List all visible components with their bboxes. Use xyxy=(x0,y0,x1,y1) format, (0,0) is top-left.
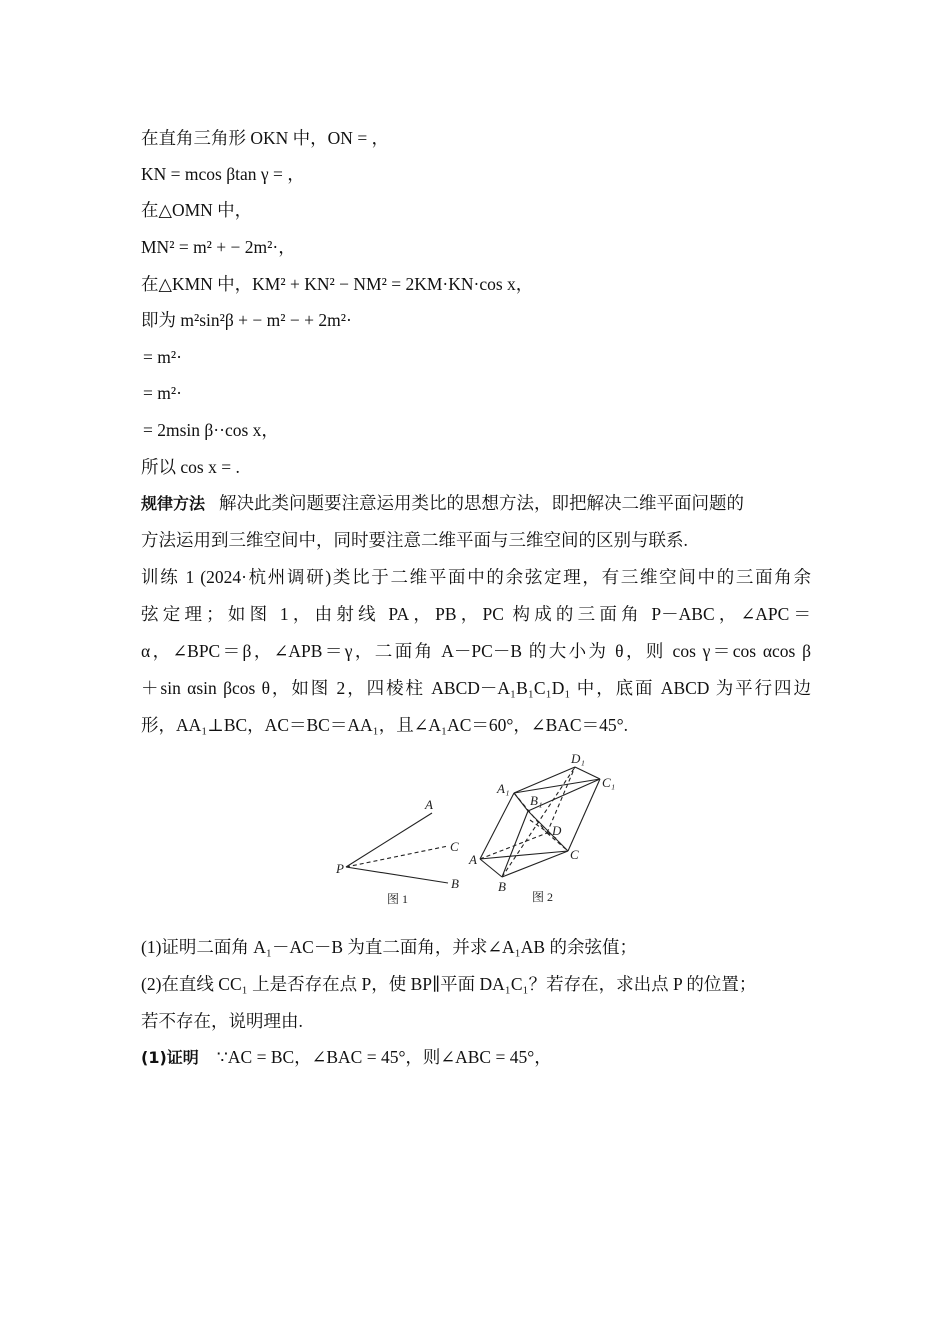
figure-1-caption: 图 1 xyxy=(387,892,409,906)
fig1-label-B: B xyxy=(451,876,459,891)
method-text-2: 方法运用到三维空间中，同时要注意二维平面与三维空间的区别与联系. xyxy=(141,530,688,550)
edge-AB xyxy=(480,859,502,877)
fig1-label-P: P xyxy=(336,861,344,876)
method-paragraph-line-1 xyxy=(141,491,744,516)
fig2-label-D: D xyxy=(552,823,562,838)
edge-BB1 xyxy=(502,811,528,877)
derivation-line-10: 所以 cos x = . xyxy=(141,457,240,477)
method-text-1: 解决此类问题要注意运用类比的思想方法，即把解决二维平面问题的 xyxy=(219,493,745,513)
question-2: (2)在直线 CC₁ 上是否存在点 P，使 BP∥平面 DA₁C₁？若存在，求出点 P 的位置； xyxy=(141,974,757,994)
fig1-label-A: A xyxy=(425,797,433,812)
derivation-line-7: = m²· xyxy=(143,347,182,367)
fig2-label-B: B xyxy=(498,879,506,894)
geometry-figure xyxy=(330,745,630,915)
ray-PC xyxy=(346,846,448,867)
ray-PB xyxy=(346,867,448,883)
training-line-5: 形，AA₁⊥BC，AC＝BC＝AA₁，且∠A₁AC＝60°，∠BAC＝45°. xyxy=(141,715,628,735)
fig2-label-B1: B₁ xyxy=(530,793,543,808)
fig2-label-A: A xyxy=(469,852,477,867)
question-1: (1)证明二面角 A₁－AC－B 为直二面角，并求∠A₁AB 的余弦值； xyxy=(141,937,637,957)
edge-A1C1 xyxy=(514,779,600,793)
fig2-label-C1: C₁ xyxy=(602,775,616,790)
edge-C1D1 xyxy=(575,767,600,779)
derivation-line-9: = 2msin β··cos x， xyxy=(143,420,279,440)
training-line-1: 训练 1 (2024·杭州调研)类比于二维平面中的余弦定理，有三维空间中的三面角余 xyxy=(141,567,811,587)
derivation-line-8: = m²· xyxy=(143,383,182,403)
proof-line xyxy=(141,1045,552,1070)
figure-2-caption: 图 2 xyxy=(532,890,554,904)
edge-AC xyxy=(480,851,568,859)
derivation-line-1: 在直角三角形 OKN 中，ON = ， xyxy=(141,128,390,148)
fig2-label-A1: A₁ xyxy=(497,781,510,796)
training-line-2: 弦定理；如图 1，由射线 PA，PB，PC 构成的三面角 P－ABC，∠APC＝ xyxy=(141,604,811,624)
derivation-line-4: MN² = m² + − 2m²·， xyxy=(141,237,296,257)
derivation-line-2: KN = mcos βtan γ = ， xyxy=(141,164,305,184)
fig1-label-C: C xyxy=(450,839,459,854)
fig2-label-D1: D₁ xyxy=(571,751,585,766)
training-line-3: α，∠BPC＝β，∠APB＝γ，二面角 A－PC－B 的大小为 θ，则 cos γ＝cos αcos β xyxy=(141,641,811,661)
edge-D1A1 xyxy=(514,767,575,793)
ray-PA xyxy=(346,813,432,867)
training-line-4: ＋sin αsin βcos θ，如图 2，四棱柱 ABCD－A₁B₁C₁D₁ 中，底面 ABCD 为平行四边 xyxy=(141,678,811,698)
edge-BC xyxy=(502,851,568,877)
fig2-label-C: C xyxy=(570,847,579,862)
method-label: 规律方法 xyxy=(141,494,206,513)
proof-label: (1)证明 xyxy=(141,1048,199,1067)
derivation-line-3: 在△OMN 中， xyxy=(141,200,253,220)
derivation-line-6: 即为 m²sin²β + − m² − + 2m²· xyxy=(141,310,352,330)
proof-text: ∵AC = BC，∠BAC = 45°，则∠ABC = 45°， xyxy=(216,1047,552,1067)
figure-1-trihedral xyxy=(346,813,448,883)
edge-AD xyxy=(480,833,547,859)
edge-AA1 xyxy=(480,793,514,859)
question-2-continued: 若不存在，说明理由. xyxy=(141,1011,303,1031)
edge-CC1 xyxy=(568,779,600,851)
derivation-line-5: 在△KMN 中，KM² + KN² − NM² = 2KM·KN·cos x， xyxy=(141,274,534,294)
